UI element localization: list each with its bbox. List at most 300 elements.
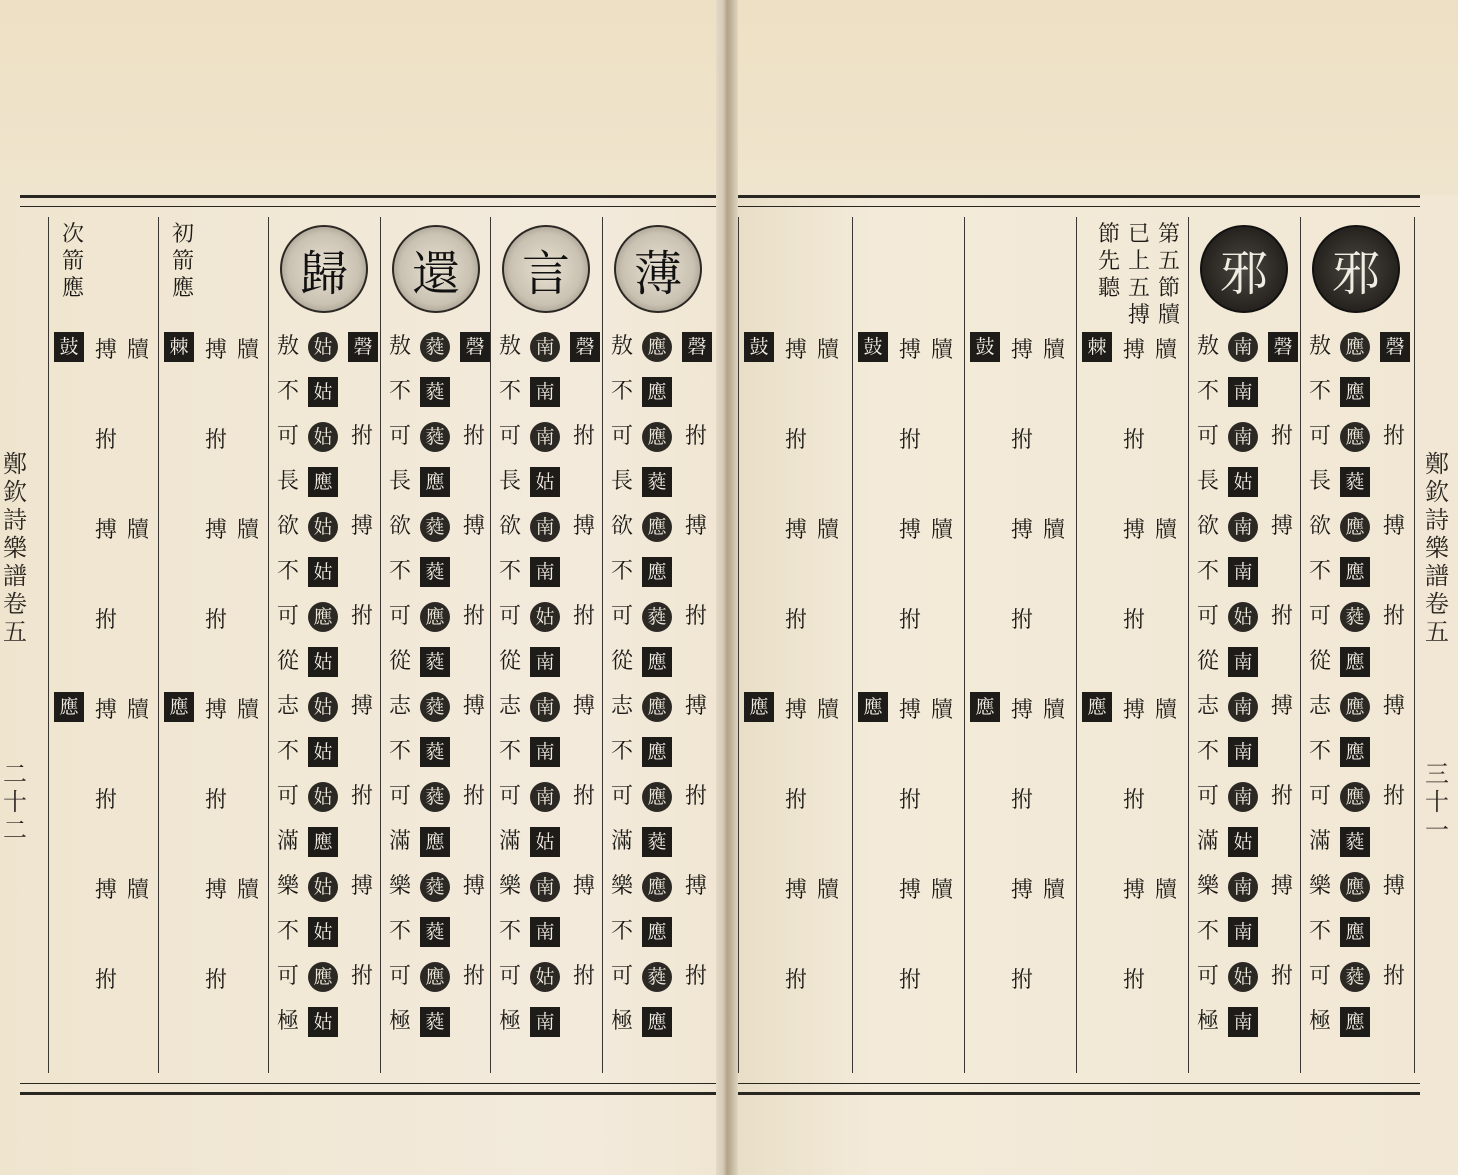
left-col-huan-note: 應 <box>420 467 450 497</box>
left-col-huan-note: 蕤 <box>420 512 450 542</box>
right-col-3-du: 牘 <box>1042 698 1065 723</box>
book-gutter <box>716 0 738 1175</box>
right-col-4-badge-top: 棘 <box>1082 332 1112 362</box>
left-col-gui-note: 姑 <box>308 782 338 812</box>
right-col-xie1-note: 南 <box>1228 512 1258 542</box>
right-col-xie2-note: 應 <box>1340 917 1370 947</box>
right-col-xie1-lyric: 不 <box>1196 919 1219 944</box>
left-col-gui-lyric: 欲 <box>276 514 299 539</box>
right-col-1-fu: 拊 <box>784 608 807 633</box>
right-col-xie2-fu: 拊 <box>1382 964 1405 989</box>
left-col-gui-qing: 磬 <box>348 332 378 362</box>
right-col-xie1-lyric: 敖 <box>1196 334 1219 359</box>
left-col-bo-lyric: 敖 <box>610 334 633 359</box>
right-col-xie2-lyric: 不 <box>1308 379 1331 404</box>
left-col-yan-lyric: 欲 <box>498 514 521 539</box>
right-col-xie1-lyric: 可 <box>1196 424 1219 449</box>
left-col-gui-note: 姑 <box>308 737 338 767</box>
left-col-huan-lyric: 可 <box>388 424 411 449</box>
right-col-xie1-lyric: 不 <box>1196 559 1219 584</box>
right-col-3-bo: 搏 <box>1010 698 1033 723</box>
left-col-yan-note: 南 <box>530 917 560 947</box>
right-col-xie2-lyric: 不 <box>1308 919 1331 944</box>
left-col-bo-note: 應 <box>642 557 672 587</box>
right-column-rule <box>1414 217 1415 1073</box>
left-col-huan-note: 蕤 <box>420 782 450 812</box>
right-col-xie2-note: 應 <box>1340 377 1370 407</box>
left-col-yan-lyric: 不 <box>498 559 521 584</box>
right-col-4-fu: 拊 <box>1122 788 1145 813</box>
right-col-1-du: 牘 <box>816 878 839 903</box>
left-col-yan-note: 南 <box>530 557 560 587</box>
left-column-rule <box>490 217 491 1073</box>
left-col-yan-lyric: 極 <box>498 1009 521 1034</box>
left-column-rule <box>48 217 49 1073</box>
left-col-huan-lyric: 不 <box>388 379 411 404</box>
right-col-xie1-lyric: 長 <box>1196 469 1219 494</box>
right-col-4-fu: 拊 <box>1122 968 1145 993</box>
right-col-xie1-note: 姑 <box>1228 467 1258 497</box>
right-col-1-bo: 搏 <box>784 878 807 903</box>
left-col-bo-note: 蕤 <box>642 467 672 497</box>
left-col-gui-lyric: 敖 <box>276 334 299 359</box>
right-margin-title: 鄭欽詩樂譜卷五 <box>1425 450 1449 646</box>
right-col-3-bo: 搏 <box>1010 878 1033 903</box>
left-col-gui-lyric: 不 <box>276 559 299 584</box>
right-col-xie1-fu: 拊 <box>1270 964 1293 989</box>
left-col-yan-lyric: 長 <box>498 469 521 494</box>
left-col-huan-note: 蕤 <box>420 647 450 677</box>
left-col-gui-note: 姑 <box>308 377 338 407</box>
left-col-chu-du: 牘 <box>236 338 259 363</box>
left-column-rule <box>158 217 159 1073</box>
left-col-bo-qing: 磬 <box>682 332 712 362</box>
left-col-yan-lyric: 志 <box>498 694 521 719</box>
left-col-huan-lyric: 敖 <box>388 334 411 359</box>
left-col-gui-note: 應 <box>308 827 338 857</box>
right-col-xie2-lyric: 極 <box>1308 1009 1331 1034</box>
left-col-yan-note: 姑 <box>530 962 560 992</box>
left-col-huan-note: 蕤 <box>420 692 450 722</box>
left-col-gui-note: 應 <box>308 467 338 497</box>
left-col-bo-lyric: 長 <box>610 469 633 494</box>
right-col-4-bo: 搏 <box>1122 878 1145 903</box>
left-col-bo-lyric: 可 <box>610 604 633 629</box>
left-col-huan-note: 應 <box>420 962 450 992</box>
right-col-xie2-lyric: 志 <box>1308 694 1331 719</box>
left-column-rule <box>268 217 269 1073</box>
right-col-xie2-note: 蕤 <box>1340 962 1370 992</box>
right-col-2-bo: 搏 <box>898 338 921 363</box>
left-col-gui-note: 應 <box>308 962 338 992</box>
right-col-xie2-note: 蕤 <box>1340 602 1370 632</box>
right-col-xie2-bo: 搏 <box>1382 514 1405 539</box>
left-col-yan-bo: 搏 <box>572 694 595 719</box>
right-col-xie1-note: 南 <box>1228 872 1258 902</box>
right-col-xie2-lyric: 滿 <box>1308 829 1331 854</box>
right-col-xie1-lyric: 可 <box>1196 964 1219 989</box>
left-col-gui-lyric: 可 <box>276 784 299 809</box>
left-col-yan-note: 南 <box>530 872 560 902</box>
right-col-xie1-note: 南 <box>1228 557 1258 587</box>
left-col-bo-note: 應 <box>642 782 672 812</box>
left-col-gui-lyric: 不 <box>276 739 299 764</box>
right-col-xie2-note: 應 <box>1340 872 1370 902</box>
left-col-yan-lyric: 可 <box>498 784 521 809</box>
left-col-yan-note: 南 <box>530 782 560 812</box>
right-col-xie2-fu: 拊 <box>1382 784 1405 809</box>
right-col-xie2-qing: 磬 <box>1380 332 1410 362</box>
left-col-yan-lyric: 不 <box>498 739 521 764</box>
left-col-huan-lyric: 滿 <box>388 829 411 854</box>
left-col-gui-lyric: 不 <box>276 919 299 944</box>
left-col-ci-fu: 拊 <box>94 428 117 453</box>
left-col-bo-lyric: 可 <box>610 964 633 989</box>
right-col-4-du: 牘 <box>1154 878 1177 903</box>
left-col-yan-lyric: 可 <box>498 424 521 449</box>
right-col-xie1-lyric: 不 <box>1196 739 1219 764</box>
right-col-1-du: 牘 <box>816 338 839 363</box>
left-note-chu: 初箭應 <box>171 222 194 301</box>
left-col-huan-note: 蕤 <box>420 422 450 452</box>
left-col-bo-lyric: 從 <box>610 649 633 674</box>
left-col-chu-du: 牘 <box>236 878 259 903</box>
left-col-bo-lyric: 志 <box>610 694 633 719</box>
left-col-huan-lyric: 不 <box>388 919 411 944</box>
right-col-xie1-lyric: 不 <box>1196 379 1219 404</box>
left-margin-title: 鄭欽詩樂譜卷五 <box>3 450 27 646</box>
left-col-huan-medallion: 還 <box>392 225 480 313</box>
left-col-bo-bo: 搏 <box>684 874 707 899</box>
right-col-xie2-note: 應 <box>1340 782 1370 812</box>
right-col-xie2-note: 應 <box>1340 332 1370 362</box>
right-col-xie1-note: 南 <box>1228 1007 1258 1037</box>
right-col-1-du: 牘 <box>816 518 839 543</box>
left-col-yan-note: 南 <box>530 692 560 722</box>
left-col-bo-fu: 拊 <box>684 784 707 809</box>
right-col-3-du: 牘 <box>1042 878 1065 903</box>
right-col-4-du: 牘 <box>1154 338 1177 363</box>
left-col-gui-note: 姑 <box>308 872 338 902</box>
left-col-yan-note: 南 <box>530 1007 560 1037</box>
left-col-huan-lyric: 可 <box>388 604 411 629</box>
right-page-number: 三十一 <box>1425 760 1449 844</box>
left-col-gui-lyric: 滿 <box>276 829 299 854</box>
right-col-xie2-lyric: 欲 <box>1308 514 1331 539</box>
right-col-4-fu: 拊 <box>1122 608 1145 633</box>
left-col-ci-fu: 拊 <box>94 608 117 633</box>
right-col-2-fu: 拊 <box>898 788 921 813</box>
right-col-xie2-fu: 拊 <box>1382 424 1405 449</box>
right-col-2-bo: 搏 <box>898 878 921 903</box>
right-column-rule <box>1188 217 1189 1073</box>
right-col-xie2-note: 應 <box>1340 512 1370 542</box>
left-col-ci-fu: 拊 <box>94 788 117 813</box>
right-column-rule <box>852 217 853 1073</box>
left-col-yan-fu: 拊 <box>572 424 595 449</box>
right-col-xie1-note: 南 <box>1228 782 1258 812</box>
left-col-huan-lyric: 可 <box>388 784 411 809</box>
right-page <box>738 195 1420 1095</box>
right-col-xie2-note: 應 <box>1340 557 1370 587</box>
right-col-xie1-lyric: 從 <box>1196 649 1219 674</box>
right-col-xie2-bo: 搏 <box>1382 694 1405 719</box>
left-col-bo-fu: 拊 <box>684 604 707 629</box>
left-col-huan-fu: 拊 <box>462 604 485 629</box>
right-column-rule <box>1300 217 1301 1073</box>
right-col-xie2-bo: 搏 <box>1382 874 1405 899</box>
left-col-huan-lyric: 不 <box>388 739 411 764</box>
right-col-3-bo: 搏 <box>1010 518 1033 543</box>
right-col-2-du: 牘 <box>930 518 953 543</box>
left-col-chu-bo: 搏 <box>204 878 227 903</box>
left-col-gui-lyric: 長 <box>276 469 299 494</box>
right-col-xie1-bo: 搏 <box>1270 694 1293 719</box>
left-col-gui-note: 姑 <box>308 917 338 947</box>
left-col-huan-lyric: 欲 <box>388 514 411 539</box>
right-col-xie2-note: 蕤 <box>1340 827 1370 857</box>
right-col-xie1-qing: 磬 <box>1268 332 1298 362</box>
right-col-xie1-lyric: 志 <box>1196 694 1219 719</box>
left-col-huan-bo: 搏 <box>462 514 485 539</box>
left-col-bo-note: 蕤 <box>642 827 672 857</box>
left-note-ci: 次箭應 <box>61 222 84 301</box>
left-col-bo-bo: 搏 <box>684 694 707 719</box>
left-col-chu-bo: 搏 <box>204 698 227 723</box>
left-col-huan-lyric: 志 <box>388 694 411 719</box>
left-col-ci-bo: 搏 <box>94 518 117 543</box>
right-col-2-du: 牘 <box>930 878 953 903</box>
left-col-bo-lyric: 不 <box>610 739 633 764</box>
left-top-margin <box>0 0 716 195</box>
right-col-1-bo: 搏 <box>784 698 807 723</box>
left-col-bo-lyric: 不 <box>610 379 633 404</box>
left-col-gui-lyric: 極 <box>276 1009 299 1034</box>
left-col-yan-lyric: 樂 <box>498 874 521 899</box>
right-col-3-fu: 拊 <box>1010 428 1033 453</box>
left-col-ci-badge-top: 鼓 <box>54 332 84 362</box>
right-col-xie1-note: 南 <box>1228 737 1258 767</box>
left-col-bo-note: 應 <box>642 1007 672 1037</box>
right-col-2-badge-mid: 應 <box>858 692 888 722</box>
left-col-yan-lyric: 敖 <box>498 334 521 359</box>
right-col-xie2-lyric: 從 <box>1308 649 1331 674</box>
left-col-yan-note: 南 <box>530 737 560 767</box>
right-col-4-bo: 搏 <box>1122 698 1145 723</box>
right-col-xie1-lyric: 極 <box>1196 1009 1219 1034</box>
left-col-yan-note: 南 <box>530 422 560 452</box>
left-col-gui-note: 姑 <box>308 332 338 362</box>
left-col-huan-lyric: 長 <box>388 469 411 494</box>
left-column-rule <box>602 217 603 1073</box>
left-col-huan-fu: 拊 <box>462 964 485 989</box>
left-col-gui-note: 姑 <box>308 1007 338 1037</box>
right-col-4-badge-mid: 應 <box>1082 692 1112 722</box>
left-col-gui-bo: 搏 <box>350 874 373 899</box>
left-col-gui-note: 姑 <box>308 422 338 452</box>
left-col-ci-fu: 拊 <box>94 968 117 993</box>
right-col-xie1-note: 姑 <box>1228 827 1258 857</box>
left-col-gui-fu: 拊 <box>350 604 373 629</box>
left-col-bo-note: 應 <box>642 737 672 767</box>
left-col-bo-lyric: 不 <box>610 919 633 944</box>
left-col-ci-bo: 搏 <box>94 698 117 723</box>
right-note-2: 已上五搏 <box>1127 222 1150 328</box>
left-col-huan-lyric: 極 <box>388 1009 411 1034</box>
right-col-1-fu: 拊 <box>784 968 807 993</box>
right-note-3: 節先聽 <box>1097 222 1120 301</box>
right-col-xie1-note: 南 <box>1228 422 1258 452</box>
left-col-gui-lyric: 不 <box>276 379 299 404</box>
left-col-gui-note: 姑 <box>308 512 338 542</box>
left-col-yan-bo: 搏 <box>572 874 595 899</box>
left-col-yan-note: 姑 <box>530 467 560 497</box>
right-col-xie1-medallion: 邪 <box>1200 225 1288 313</box>
left-col-huan-lyric: 不 <box>388 559 411 584</box>
left-col-chu-fu: 拊 <box>204 788 227 813</box>
left-col-gui-lyric: 樂 <box>276 874 299 899</box>
right-col-xie2-lyric: 不 <box>1308 739 1331 764</box>
left-col-yan-lyric: 可 <box>498 604 521 629</box>
left-page-grid <box>20 217 716 1073</box>
right-col-xie2-note: 應 <box>1340 1007 1370 1037</box>
left-col-yan-note: 姑 <box>530 602 560 632</box>
right-col-xie1-bo: 搏 <box>1270 874 1293 899</box>
right-col-xie1-note: 姑 <box>1228 602 1258 632</box>
left-col-huan-note: 應 <box>420 602 450 632</box>
right-col-xie1-lyric: 滿 <box>1196 829 1219 854</box>
left-col-ci-badge-mid: 應 <box>54 692 84 722</box>
right-col-xie1-note: 南 <box>1228 377 1258 407</box>
right-col-xie2-lyric: 長 <box>1308 469 1331 494</box>
left-col-gui-note: 應 <box>308 602 338 632</box>
right-col-2-fu: 拊 <box>898 608 921 633</box>
right-col-1-badge-top: 鼓 <box>744 332 774 362</box>
right-col-2-fu: 拊 <box>898 968 921 993</box>
right-col-1-badge-mid: 應 <box>744 692 774 722</box>
left-col-chu-du: 牘 <box>236 698 259 723</box>
left-col-ci-bo: 搏 <box>94 338 117 363</box>
right-col-xie2-fu: 拊 <box>1382 604 1405 629</box>
right-col-4-du: 牘 <box>1154 698 1177 723</box>
left-col-gui-note: 姑 <box>308 692 338 722</box>
left-col-bo-note: 應 <box>642 332 672 362</box>
left-col-bo-fu: 拊 <box>684 964 707 989</box>
left-col-gui-fu: 拊 <box>350 784 373 809</box>
left-col-bo-lyric: 滿 <box>610 829 633 854</box>
left-col-bo-lyric: 樂 <box>610 874 633 899</box>
left-col-huan-fu: 拊 <box>462 784 485 809</box>
right-col-3-bo: 搏 <box>1010 338 1033 363</box>
right-col-2-bo: 搏 <box>898 698 921 723</box>
right-col-xie2-lyric: 可 <box>1308 964 1331 989</box>
left-col-gui-medallion: 歸 <box>280 225 368 313</box>
left-col-bo-lyric: 不 <box>610 559 633 584</box>
left-col-chu-badge-top: 棘 <box>164 332 194 362</box>
right-col-xie1-note: 南 <box>1228 917 1258 947</box>
left-page <box>20 195 716 1095</box>
left-col-gui-bo: 搏 <box>350 694 373 719</box>
left-col-gui-bo: 搏 <box>350 514 373 539</box>
right-col-xie1-lyric: 樂 <box>1196 874 1219 899</box>
left-col-bo-note: 應 <box>642 512 672 542</box>
right-column-rule <box>1076 217 1077 1073</box>
left-col-ci-du: 牘 <box>126 338 149 363</box>
left-col-huan-lyric: 樂 <box>388 874 411 899</box>
left-col-ci-du: 牘 <box>126 878 149 903</box>
right-col-xie1-lyric: 可 <box>1196 784 1219 809</box>
right-col-xie2-lyric: 敖 <box>1308 334 1331 359</box>
left-col-chu-badge-mid: 應 <box>164 692 194 722</box>
left-col-yan-fu: 拊 <box>572 784 595 809</box>
left-col-bo-note: 應 <box>642 377 672 407</box>
left-col-gui-lyric: 可 <box>276 964 299 989</box>
left-col-yan-bo: 搏 <box>572 514 595 539</box>
left-col-bo-bo: 搏 <box>684 514 707 539</box>
right-col-2-fu: 拊 <box>898 428 921 453</box>
left-col-ci-du: 牘 <box>126 698 149 723</box>
left-col-bo-note: 應 <box>642 692 672 722</box>
left-col-huan-note: 蕤 <box>420 557 450 587</box>
right-col-xie2-medallion: 邪 <box>1312 225 1400 313</box>
right-col-xie2-note: 應 <box>1340 647 1370 677</box>
left-col-gui-note: 姑 <box>308 557 338 587</box>
right-col-1-bo: 搏 <box>784 338 807 363</box>
left-col-gui-lyric: 從 <box>276 649 299 674</box>
right-col-3-du: 牘 <box>1042 338 1065 363</box>
left-col-yan-note: 南 <box>530 512 560 542</box>
right-col-xie2-note: 應 <box>1340 737 1370 767</box>
left-col-ci-du: 牘 <box>126 518 149 543</box>
left-col-yan-lyric: 不 <box>498 379 521 404</box>
left-col-huan-note: 蕤 <box>420 1007 450 1037</box>
left-col-yan-note: 南 <box>530 332 560 362</box>
left-page-number: 二十二 <box>3 760 27 844</box>
right-col-xie1-fu: 拊 <box>1270 424 1293 449</box>
left-col-bo-lyric: 極 <box>610 1009 633 1034</box>
left-col-gui-lyric: 志 <box>276 694 299 719</box>
right-col-xie2-lyric: 可 <box>1308 604 1331 629</box>
right-col-1-fu: 拊 <box>784 428 807 453</box>
right-column-rule <box>964 217 965 1073</box>
right-col-3-badge-mid: 應 <box>970 692 1000 722</box>
left-col-chu-du: 牘 <box>236 518 259 543</box>
left-col-bo-note: 應 <box>642 422 672 452</box>
left-col-huan-bo: 搏 <box>462 694 485 719</box>
right-page-grid <box>738 217 1420 1073</box>
left-col-chu-fu: 拊 <box>204 428 227 453</box>
right-col-xie1-note: 南 <box>1228 647 1258 677</box>
left-col-bo-lyric: 欲 <box>610 514 633 539</box>
right-top-margin <box>738 0 1458 195</box>
left-col-gui-lyric: 可 <box>276 604 299 629</box>
right-col-4-bo: 搏 <box>1122 338 1145 363</box>
left-col-gui-lyric: 可 <box>276 424 299 449</box>
left-col-bo-lyric: 可 <box>610 784 633 809</box>
left-col-gui-fu: 拊 <box>350 964 373 989</box>
right-col-2-bo: 搏 <box>898 518 921 543</box>
right-col-3-fu: 拊 <box>1010 608 1033 633</box>
left-col-huan-qing: 磬 <box>460 332 490 362</box>
left-col-huan-note: 蕤 <box>420 917 450 947</box>
right-col-xie2-note: 應 <box>1340 422 1370 452</box>
left-col-gui-note: 姑 <box>308 647 338 677</box>
left-col-yan-note: 南 <box>530 377 560 407</box>
right-col-xie1-fu: 拊 <box>1270 604 1293 629</box>
left-col-yan-note: 姑 <box>530 827 560 857</box>
left-col-ci-bo: 搏 <box>94 878 117 903</box>
left-col-bo-lyric: 可 <box>610 424 633 449</box>
